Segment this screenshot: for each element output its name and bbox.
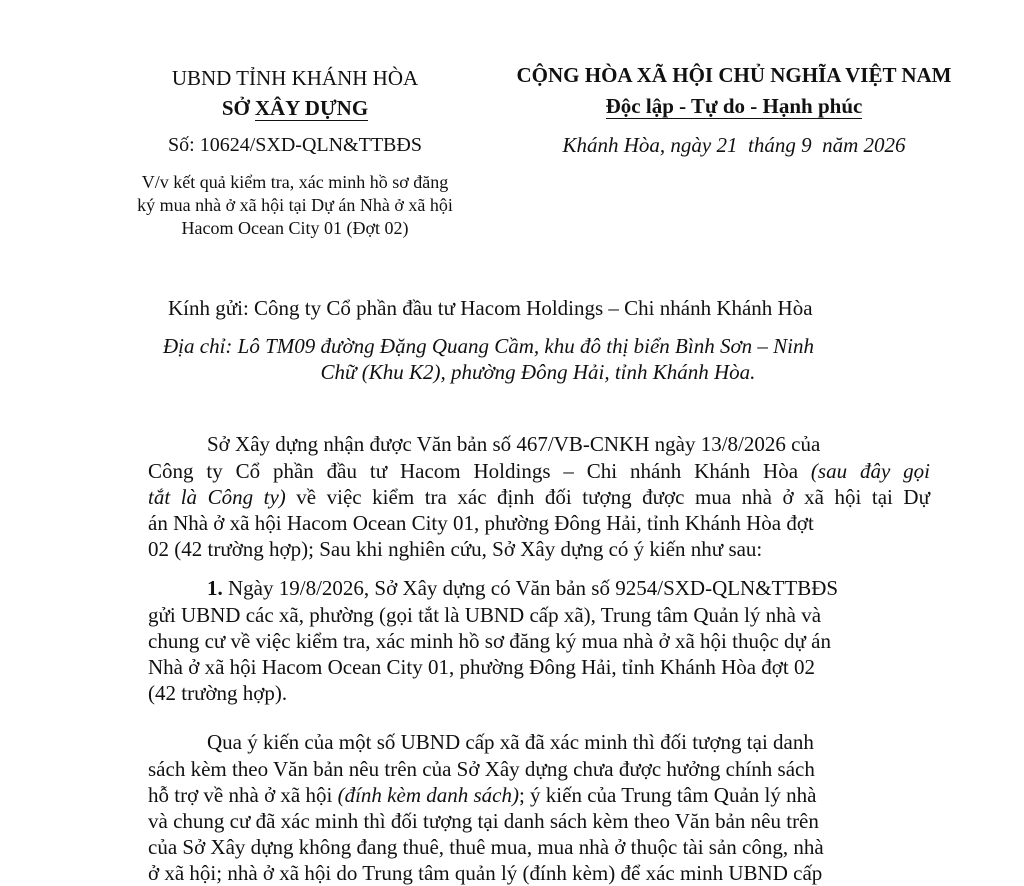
dept-prefix: SỞ xyxy=(221,96,250,120)
p3-line-3-italic: (đính kèm danh sách) xyxy=(337,783,519,807)
subject-line-2: ký mua nhà ở xã hội tại Dự án Nhà ở xã hội xyxy=(137,195,453,215)
p2-line-5: (42 trường hợp). xyxy=(148,681,288,705)
p3-line-3-text-c: ; ý kiến của Trung tâm Quản lý nhà xyxy=(518,783,817,807)
document-number: Số: 10624/SXD-QLN&TTBĐS xyxy=(168,134,422,156)
p1-line-3-italic: tắt là Công ty) xyxy=(148,485,286,509)
subject-line-3: Hacom Ocean City 01 (Đợt 02) xyxy=(181,218,409,238)
subject-line-1: V/v kết quả kiểm tra, xác minh hồ sơ đăng xyxy=(141,172,449,192)
p2-line-1-text: Ngày 19/8/2026, Sở Xây dựng có Văn bản số 9254/SXD-QLN&TTBĐS xyxy=(222,576,839,600)
issuing-department xyxy=(110,96,480,121)
p2-line-2: gửi UBND các xã, phường (gọi tắt là UBND cấp xã), Trung tâm Quản lý nhà và xyxy=(148,603,822,627)
p1-line-2-text: Công ty Cổ phần đầu tư Hacom Holdings – Chi nhánh Khánh Hòa xyxy=(148,459,811,483)
recipient-address-2: Chữ (Khu K2), phường Đông Hải, tỉnh Khánh Hòa. xyxy=(320,360,756,384)
national-motto xyxy=(486,94,982,119)
p3-line-4: và chung cư đã xác minh thì đối tượng tại danh sách kèm theo Văn bản nêu trên xyxy=(148,809,819,833)
place-date: Khánh Hòa, ngày 21 tháng 9 năm 2026 xyxy=(562,133,906,157)
p3-line-3 xyxy=(148,782,930,808)
p2-item-number: 1. xyxy=(207,576,223,600)
p2-line-3: chung cư về việc kiểm tra, xác minh hồ sơ đăng ký mua nhà ở xã hội thuộc dự án xyxy=(148,629,831,653)
issuing-authority: UBND TỈNH KHÁNH HÒA xyxy=(171,66,419,90)
p1-line-2-italic: (sau đây gọi xyxy=(810,459,930,483)
p3-line-3-text-a: hỗ trợ về nhà ở xã hội xyxy=(148,783,338,807)
p1-line-2 xyxy=(148,458,930,484)
recipient-address-1: Địa chỉ: Lô TM09 đường Đặng Quang Cầm, khu đô thị biển Bình Sơn – Ninh xyxy=(163,334,815,358)
p1-line-1: Sở Xây dựng nhận được Văn bản số 467/VB-CNKH ngày 13/8/2026 của xyxy=(207,432,821,456)
p1-line-3 xyxy=(148,484,930,510)
p2-line-4: Nhà ở xã hội Hacom Ocean City 01, phường Đông Hải, tỉnh Khánh Hòa đợt 02 xyxy=(148,655,815,679)
p1-line-3-text: về việc kiểm tra xác định đối tượng được mua nhà ở xã hội tại Dự xyxy=(285,485,930,509)
national-title: CỘNG HÒA XÃ HỘI CHỦ NGHĨA VIỆT NAM xyxy=(516,63,952,87)
p3-line-1: Qua ý kiến của một số UBND cấp xã đã xác minh thì đối tượng tại danh xyxy=(207,730,814,754)
p2-line-1 xyxy=(207,576,838,601)
recipient-line: Kính gửi: Công ty Cổ phần đầu tư Hacom Holdings – Chi nhánh Khánh Hòa xyxy=(168,296,813,320)
p3-line-2: sách kèm theo Văn bản nêu trên của Sở Xây dựng chưa được hưởng chính sách xyxy=(148,757,815,781)
motto-text: Độc lập - Tự do - Hạnh phúc xyxy=(605,94,863,118)
p1-line-4: án Nhà ở xã hội Hacom Ocean City 01, phường Đông Hải, tỉnh Khánh Hòa đợt xyxy=(148,511,814,535)
p3-line-6: ở xã hội; nhà ở xã hội do Trung tâm quản lý (đính kèm) để xác minh UBND cấp xyxy=(148,861,823,885)
p3-line-5: của Sở Xây dựng không đang thuê, thuê mua, mua nhà ở thuộc tài sản công, nhà xyxy=(148,835,824,859)
p1-line-5: 02 (42 trường hợp); Sau khi nghiên cứu, Sở Xây dựng có ý kiến như sau: xyxy=(148,537,763,561)
dept-name: XÂY DỰNG xyxy=(254,96,369,120)
